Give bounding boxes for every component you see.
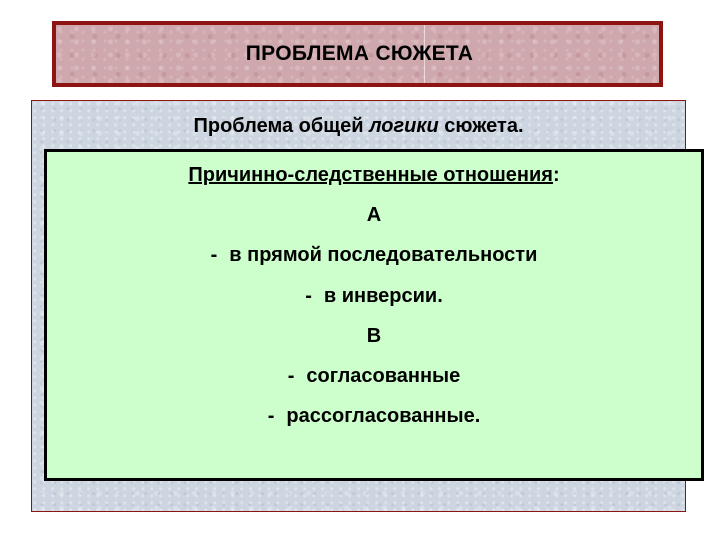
list-item-text: в прямой последовательности	[229, 244, 538, 266]
subtitle-italic-word: логики	[369, 115, 439, 137]
list-item	[47, 405, 701, 428]
list-item	[47, 285, 701, 308]
list-item-text: в инверсии.	[323, 285, 443, 307]
subtitle-text-end: сюжета.	[438, 115, 524, 137]
heading-colon: :	[552, 164, 560, 186]
list-item-text: согласованные	[306, 365, 461, 387]
panel-subtitle	[32, 115, 685, 138]
dash-bullet: -	[287, 365, 295, 387]
heading-underlined: Причинно-следственные отношения	[188, 164, 553, 186]
slide-title: ПРОБЛЕМА СЮЖЕТА	[245, 42, 474, 65]
green-content-box	[44, 149, 704, 481]
list-item-text: рассогласованные.	[286, 405, 481, 427]
group-b-label: В	[366, 325, 382, 347]
group-a-label: А	[366, 204, 382, 226]
box-heading	[47, 164, 701, 187]
list-item	[47, 244, 701, 267]
dash-bullet: -	[305, 285, 312, 307]
list-item	[47, 365, 701, 388]
dash-bullet: -	[267, 405, 275, 427]
dash-bullet: -	[210, 244, 218, 266]
slide-title-box	[52, 21, 663, 87]
subtitle-text-start: Проблема общей	[193, 115, 370, 137]
